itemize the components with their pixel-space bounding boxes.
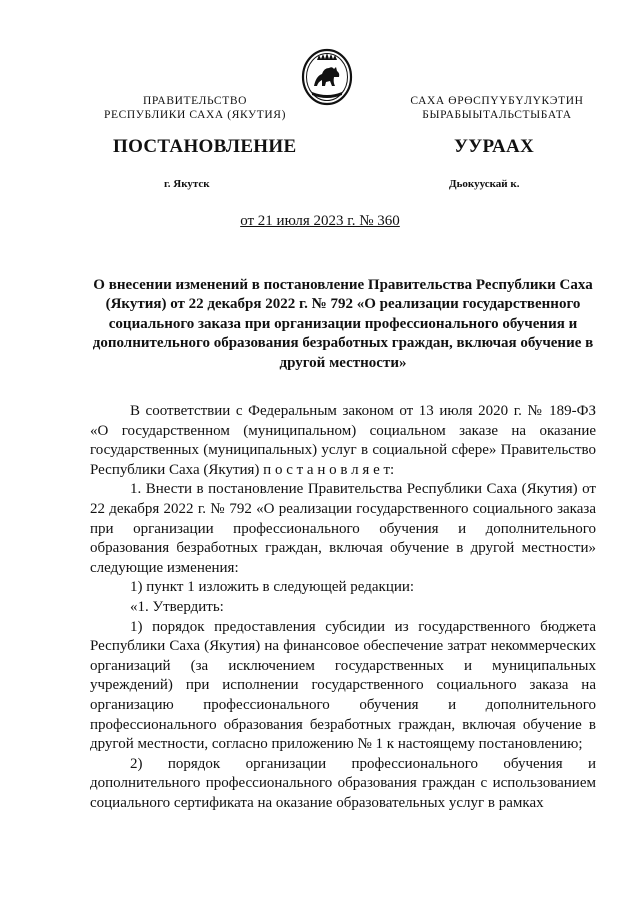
org-left-line2: РЕСПУБЛИКИ САХА (ЯКУТИЯ) bbox=[103, 109, 286, 121]
paragraph: 1. Внести в постановление Правительства Республики Саха (Якутия) от 22 декабря 2022 г. № 792 «О реализации государственного социального заказа при организации профессионального обучения и дополнительного образования безработных граждан, включая обучение в другой местности» следующие изменения: bbox=[90, 481, 596, 576]
document-date-number: от 21 июля 2023 г. № 360 bbox=[240, 213, 400, 229]
paragraph: В соответствии с Федеральным законом от 13 июля 2020 г. № 189-ФЗ «О государственном (муниципальном) социальном заказе на оказание государственных (муниципальных) услуг в социальной сфере» Правительство Республики Саха (Якутия) п о с т а н о в л я е т: bbox=[90, 403, 596, 478]
document-body bbox=[90, 402, 596, 813]
coat-of-arms-icon bbox=[300, 46, 354, 108]
doc-type-russian: ПОСТАНОВЛЕНИЕ bbox=[113, 136, 297, 157]
org-right-line2: БЫРАБЫЫТАЛЬСТЫБАТА bbox=[422, 109, 572, 121]
city-sakha: Дьокуускай к. bbox=[449, 178, 520, 190]
document-title: О внесении изменений в постановление Правительства Республики Саха (Якутия) от 22 декабря 2022 г. № 792 «О реализации государственного социального заказа при организации профессионального обучения и дополнительного образования безработных граждан, включая обучение в другой местности» bbox=[92, 277, 594, 371]
org-name-russian bbox=[88, 94, 302, 122]
org-name-sakha bbox=[382, 94, 612, 122]
org-left-line1: ПРАВИТЕЛЬСТВО bbox=[143, 95, 247, 107]
city-russian: г. Якутск bbox=[164, 178, 210, 190]
paragraph: 1) пункт 1 изложить в следующей редакции: bbox=[130, 579, 415, 596]
doc-type-sakha: УУРААХ bbox=[454, 136, 535, 157]
org-right-line1: САХА ӨРӨСПҮҮБҮЛҮКЭТИН bbox=[410, 95, 584, 107]
paragraph: 2) порядок организации профессионального обучения и дополнительного профессионального образования граждан с использованием социального сертификата на оказание образовательных услуг в рамках bbox=[90, 755, 596, 811]
paragraph: «1. Утвердить: bbox=[130, 598, 224, 615]
paragraph: 1) порядок предоставления субсидии из государственного бюджета Республики Саха (Якутия) на финансовое обеспечение затрат некоммерческих организаций (за исключением государственных и муниципальных учреждений) при исполнении государственного социального заказа на организацию профессионального обучения и дополнительного профессионального образования безработных граждан, включая обучение в другой местности, согласно приложению № 1 к настоящему постановлению; bbox=[90, 618, 596, 753]
